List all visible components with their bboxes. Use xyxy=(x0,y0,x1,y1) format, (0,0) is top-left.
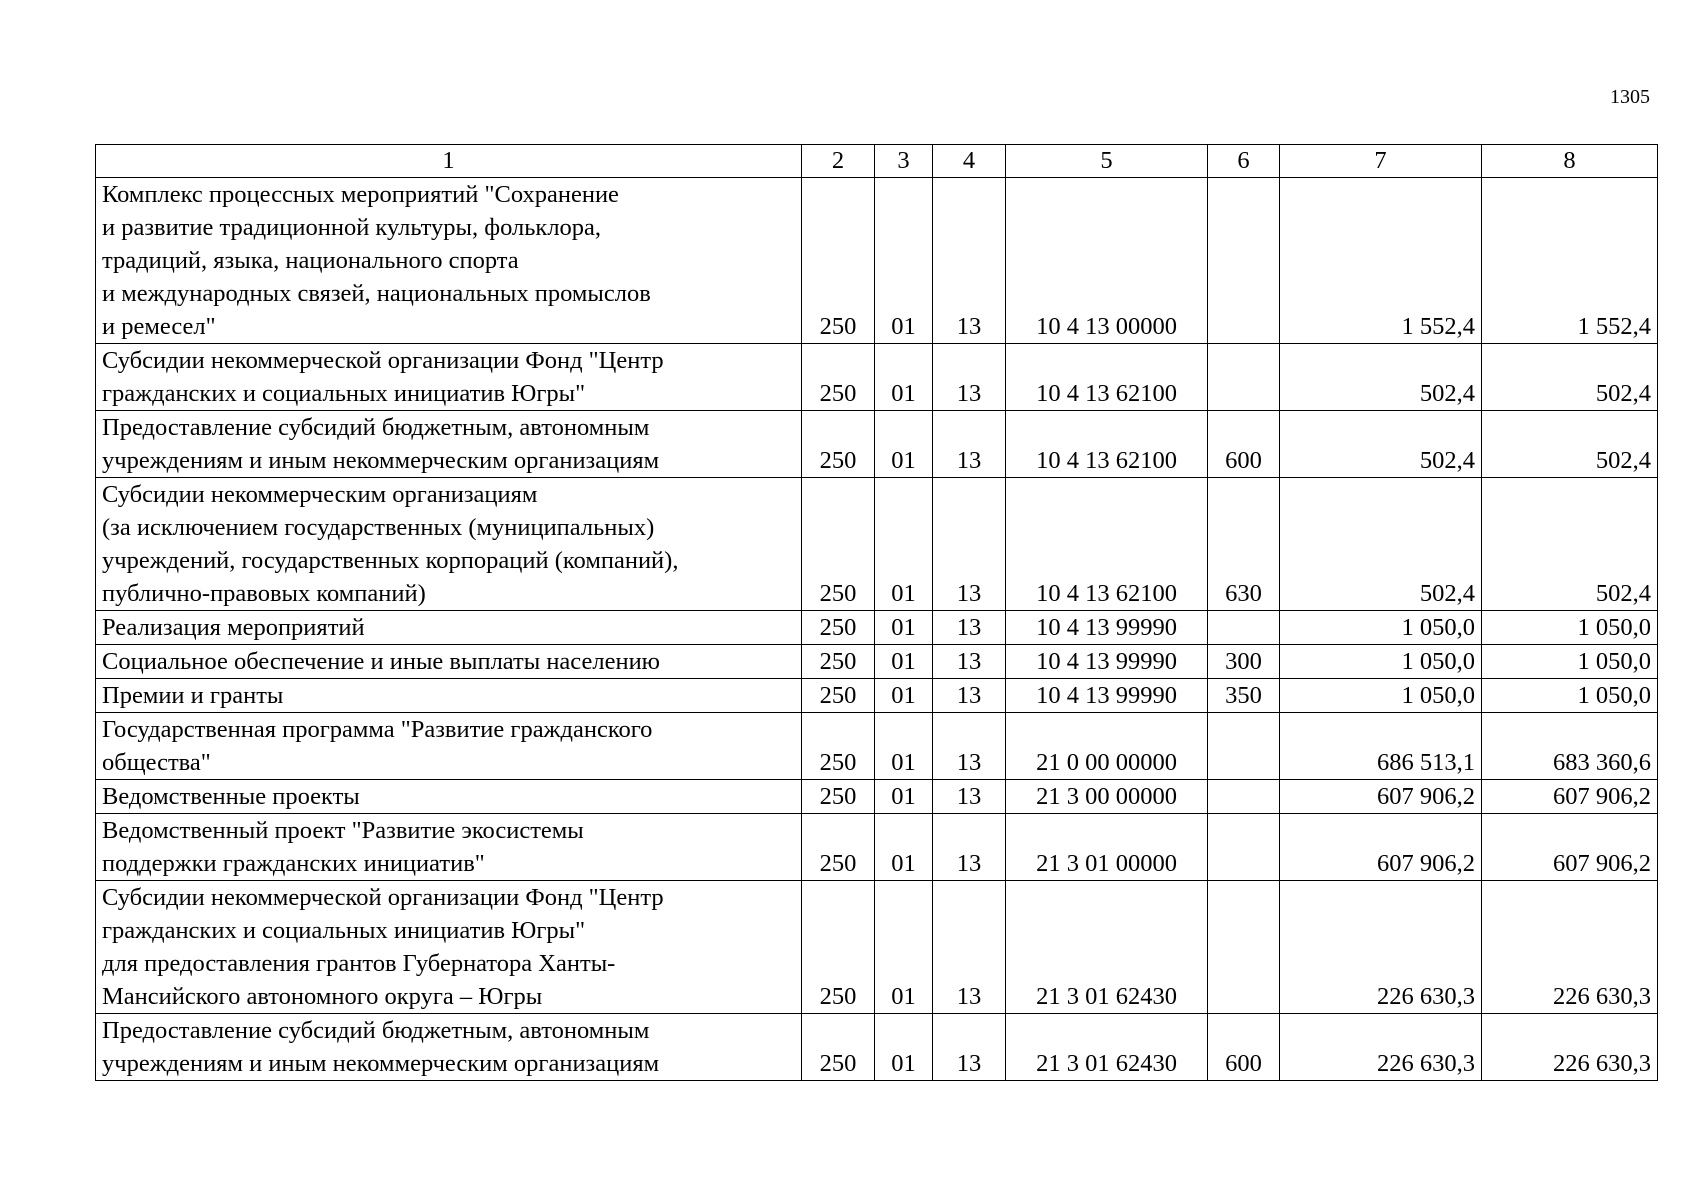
row-name-line: для предоставления грантов Губернатора Ханты- xyxy=(102,950,616,977)
code-target-cell: 10 4 13 99990 xyxy=(1006,645,1208,679)
code-section-cell: 01 xyxy=(875,478,933,611)
row-name-line: Субсидии некоммерческой организации Фонд "Центр xyxy=(102,347,664,374)
code-admin-cell: 250 xyxy=(802,344,875,411)
code-target-cell: 10 4 13 00000 xyxy=(1006,178,1208,344)
amount-cell-7: 1 552,4 xyxy=(1280,178,1482,344)
table-body xyxy=(96,178,1658,1081)
row-name-cell xyxy=(96,814,802,881)
code-subsection-cell: 13 xyxy=(933,411,1006,478)
amount-cell-8: 502,4 xyxy=(1482,411,1658,478)
code-subsection-cell: 13 xyxy=(933,478,1006,611)
amount-cell-7: 1 050,0 xyxy=(1280,679,1482,713)
code-subsection-cell: 13 xyxy=(933,780,1006,814)
code-subsection-cell: 13 xyxy=(933,645,1006,679)
header-cell: 8 xyxy=(1482,145,1658,178)
amount-cell-7: 686 513,1 xyxy=(1280,713,1482,780)
code-admin-cell: 250 xyxy=(802,713,875,780)
code-target-cell: 21 0 00 00000 xyxy=(1006,713,1208,780)
header-cell: 6 xyxy=(1208,145,1280,178)
row-name-line: Предоставление субсидий бюджетным, автономным xyxy=(102,414,650,441)
table-row xyxy=(96,411,1658,478)
amount-cell-8: 226 630,3 xyxy=(1482,881,1658,1014)
amount-cell-7: 226 630,3 xyxy=(1280,1014,1482,1081)
row-name-cell xyxy=(96,713,802,780)
code-subsection-cell: 13 xyxy=(933,814,1006,881)
code-target-cell: 21 3 00 00000 xyxy=(1006,780,1208,814)
header-row xyxy=(96,145,1658,178)
code-admin-cell: 250 xyxy=(802,478,875,611)
code-section-cell: 01 xyxy=(875,1014,933,1081)
row-name-line: Комплекс процессных мероприятий "Сохранение xyxy=(102,181,619,208)
code-subsection-cell: 13 xyxy=(933,679,1006,713)
code-section-cell: 01 xyxy=(875,645,933,679)
code-admin-cell: 250 xyxy=(802,178,875,344)
code-section-cell: 01 xyxy=(875,411,933,478)
code-target-cell: 10 4 13 62100 xyxy=(1006,411,1208,478)
code-target-cell: 10 4 13 99990 xyxy=(1006,611,1208,645)
table-row xyxy=(96,645,1658,679)
row-name-cell xyxy=(96,679,802,713)
budget-table xyxy=(95,144,1658,1081)
row-name-line: и международных связей, национальных промыслов xyxy=(102,280,651,307)
row-name-line: учреждениям и иным некоммерческим организациям xyxy=(102,1050,660,1077)
table-row xyxy=(96,178,1658,344)
amount-cell-8: 502,4 xyxy=(1482,478,1658,611)
code-section-cell: 01 xyxy=(875,780,933,814)
code-section-cell: 01 xyxy=(875,814,933,881)
row-name-line: учреждениям и иным некоммерческим организациям xyxy=(102,447,660,474)
header-cell: 2 xyxy=(802,145,875,178)
code-admin-cell: 250 xyxy=(802,780,875,814)
amount-cell-8: 607 906,2 xyxy=(1482,780,1658,814)
table-row xyxy=(96,780,1658,814)
row-name-line: гражданских и социальных инициатив Югры" xyxy=(102,917,586,944)
table-row xyxy=(96,814,1658,881)
table-row xyxy=(96,881,1658,1014)
row-name-cell xyxy=(96,611,802,645)
code-section-cell: 01 xyxy=(875,178,933,344)
row-name-cell xyxy=(96,645,802,679)
amount-cell-8: 1 050,0 xyxy=(1482,645,1658,679)
amount-cell-8: 226 630,3 xyxy=(1482,1014,1658,1081)
row-name-line: Ведомственный проект "Развитие экосистемы xyxy=(102,817,584,844)
code-section-cell: 01 xyxy=(875,679,933,713)
row-name-cell xyxy=(96,411,802,478)
row-name-line: публично-правовых компаний) xyxy=(102,580,426,607)
row-name-line: Субсидии некоммерческой организации Фонд "Центр xyxy=(102,884,664,911)
code-subsection-cell: 13 xyxy=(933,713,1006,780)
row-name-line: и ремесел" xyxy=(102,313,216,340)
code-admin-cell: 250 xyxy=(802,411,875,478)
code-section-cell: 01 xyxy=(875,713,933,780)
row-name-line: и развитие традиционной культуры, фольклора, xyxy=(102,214,602,241)
code-target-cell: 21 3 01 62430 xyxy=(1006,1014,1208,1081)
row-name-line: Реализация мероприятий xyxy=(102,614,365,641)
code-target-cell: 10 4 13 62100 xyxy=(1006,344,1208,411)
code-admin-cell: 250 xyxy=(802,679,875,713)
amount-cell-7: 226 630,3 xyxy=(1280,881,1482,1014)
row-name-line: Предоставление субсидий бюджетным, автономным xyxy=(102,1017,650,1044)
code-section-cell: 01 xyxy=(875,344,933,411)
amount-cell-7: 502,4 xyxy=(1280,411,1482,478)
code-section-cell: 01 xyxy=(875,611,933,645)
row-name-cell xyxy=(96,178,802,344)
code-expense-type-cell: 300 xyxy=(1208,645,1280,679)
table-row xyxy=(96,611,1658,645)
code-expense-type-cell xyxy=(1208,611,1280,645)
row-name-cell xyxy=(96,881,802,1014)
row-name-line: Социальное обеспечение и иные выплаты населению xyxy=(102,648,660,675)
table-row xyxy=(96,679,1658,713)
row-name-line: Мансийского автономного округа – Югры xyxy=(102,983,543,1010)
code-section-cell: 01 xyxy=(875,881,933,1014)
row-name-cell xyxy=(96,1014,802,1081)
amount-cell-8: 502,4 xyxy=(1482,344,1658,411)
code-expense-type-cell: 630 xyxy=(1208,478,1280,611)
row-name-line: поддержки гражданских инициатив" xyxy=(102,850,485,877)
amount-cell-8: 1 050,0 xyxy=(1482,679,1658,713)
code-subsection-cell: 13 xyxy=(933,881,1006,1014)
code-target-cell: 21 3 01 00000 xyxy=(1006,814,1208,881)
code-expense-type-cell xyxy=(1208,881,1280,1014)
header-cell: 5 xyxy=(1006,145,1208,178)
code-target-cell: 10 4 13 62100 xyxy=(1006,478,1208,611)
table-row xyxy=(96,713,1658,780)
amount-cell-7: 607 906,2 xyxy=(1280,814,1482,881)
row-name-line: учреждений, государственных корпораций (компаний), xyxy=(102,547,679,574)
row-name-line: Премии и гранты xyxy=(102,682,284,709)
amount-cell-8: 1 050,0 xyxy=(1482,611,1658,645)
code-expense-type-cell: 600 xyxy=(1208,411,1280,478)
row-name-line: (за исключением государственных (муниципальных) xyxy=(102,514,655,541)
table-row xyxy=(96,344,1658,411)
header-cell: 3 xyxy=(875,145,933,178)
code-expense-type-cell: 350 xyxy=(1208,679,1280,713)
code-target-cell: 21 3 01 62430 xyxy=(1006,881,1208,1014)
code-expense-type-cell xyxy=(1208,344,1280,411)
row-name-cell xyxy=(96,478,802,611)
row-name-line: Ведомственные проекты xyxy=(102,783,360,810)
amount-cell-7: 502,4 xyxy=(1280,344,1482,411)
row-name-line: Субсидии некоммерческим организациям xyxy=(102,481,538,508)
header-cell: 7 xyxy=(1280,145,1482,178)
code-subsection-cell: 13 xyxy=(933,611,1006,645)
row-name-line: гражданских и социальных инициатив Югры" xyxy=(102,380,586,407)
table-row xyxy=(96,478,1658,611)
header-cell: 4 xyxy=(933,145,1006,178)
code-admin-cell: 250 xyxy=(802,881,875,1014)
code-expense-type-cell xyxy=(1208,178,1280,344)
code-expense-type-cell: 600 xyxy=(1208,1014,1280,1081)
code-subsection-cell: 13 xyxy=(933,178,1006,344)
code-subsection-cell: 13 xyxy=(933,344,1006,411)
code-admin-cell: 250 xyxy=(802,645,875,679)
row-name-cell xyxy=(96,780,802,814)
code-admin-cell: 250 xyxy=(802,611,875,645)
code-target-cell: 10 4 13 99990 xyxy=(1006,679,1208,713)
amount-cell-7: 1 050,0 xyxy=(1280,611,1482,645)
amount-cell-7: 607 906,2 xyxy=(1280,780,1482,814)
amount-cell-7: 1 050,0 xyxy=(1280,645,1482,679)
row-name-line: общества" xyxy=(102,749,211,776)
amount-cell-8: 607 906,2 xyxy=(1482,814,1658,881)
header-cell: 1 xyxy=(96,145,802,178)
code-expense-type-cell xyxy=(1208,780,1280,814)
amount-cell-8: 683 360,6 xyxy=(1482,713,1658,780)
table-row xyxy=(96,1014,1658,1081)
code-subsection-cell: 13 xyxy=(933,1014,1006,1081)
code-admin-cell: 250 xyxy=(802,814,875,881)
code-expense-type-cell xyxy=(1208,814,1280,881)
code-expense-type-cell xyxy=(1208,713,1280,780)
row-name-line: Государственная программа "Развитие гражданского xyxy=(102,716,653,743)
row-name-line: традиций, языка, национального спорта xyxy=(102,247,519,274)
page-number: 1305 xyxy=(1610,86,1650,108)
code-admin-cell: 250 xyxy=(802,1014,875,1081)
amount-cell-8: 1 552,4 xyxy=(1482,178,1658,344)
amount-cell-7: 502,4 xyxy=(1280,478,1482,611)
row-name-cell xyxy=(96,344,802,411)
